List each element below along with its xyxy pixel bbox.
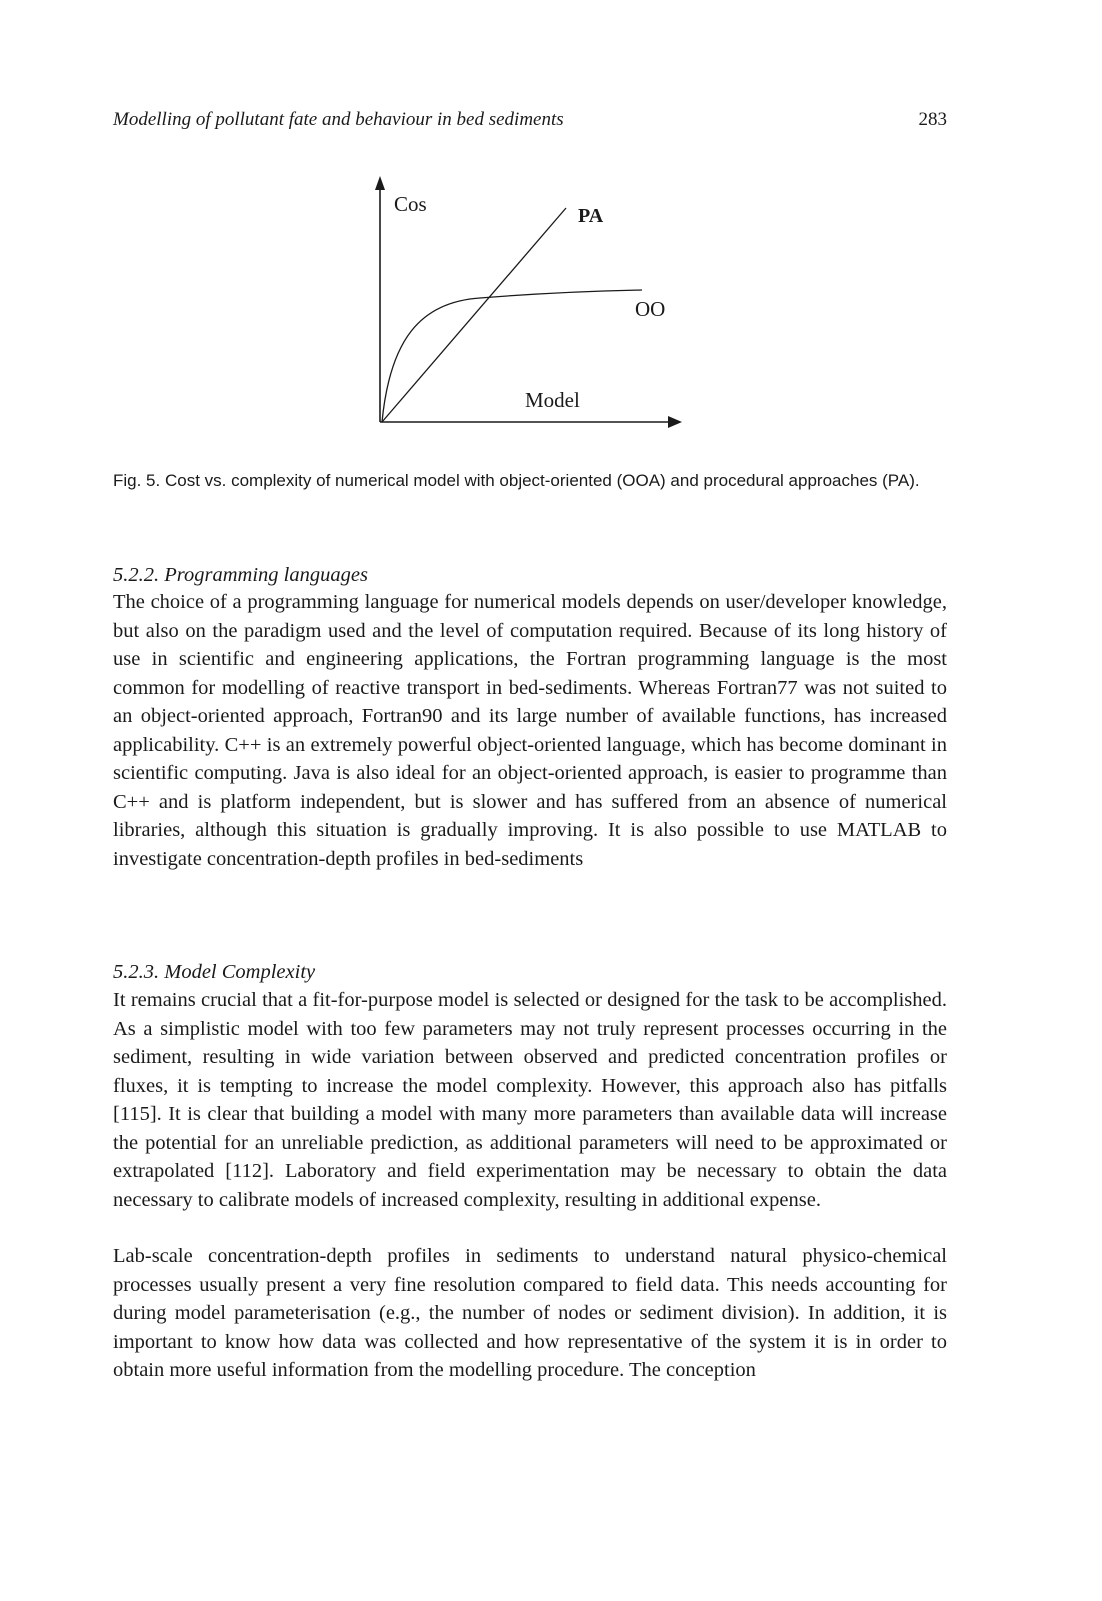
paragraph-model-complexity-2: Lab-scale concentration-depth profiles in sediments to understand natural physico-chemical processes usually present a very fine resolution compared to field data. This needs accounting for during model parameterisation (e.g., the number of nodes or sediment division). In addition, it is important to know how data was collected and how representative of the system it is in order to obtain more useful information from the modelling procedure. The conception: [113, 1245, 947, 1381]
oo-label: OO: [635, 297, 666, 321]
section-heading-model-complexity: 5.2.3. Model Complexity: [113, 961, 316, 983]
paragraph-programming-languages: The choice of a programming language for numerical models depends on user/developer knowledge, but also on the paradigm used and the level of computation required. Because of its long history of use in scientific and engineering applications, the Fortran programming language is the most common for modelling of reactive transport in bed-sediments. Whereas Fortran77 was not suited to an object-oriented approach, Fortran90 and its large number of available functions, has increased applicability. C++ is an extremely powerful object-oriented language, which has become dominant in scientific computing. Java is also ideal for an object-oriented approach, is easier to programme than C++ and is platform independent, but is slower and has suffered from an absence of numerical libraries, although this situation is gradually improving. It is also possible to use MATLAB to investigate concentration-depth profiles in bed-sediments: [113, 591, 947, 870]
x-axis-arrow-icon: [668, 416, 682, 428]
y-axis-arrow-icon: [375, 176, 385, 190]
paragraph-model-complexity-1: It remains crucial that a fit-for-purpose model is selected or designed for the task to be accomplished. As a simplistic model with too few parameters may not truly represent processes occurring in the sediment, resulting in wide variation between observed and predicted concentration profiles or fluxes, it is tempting to increase the model complexity. However, this approach also has pitfalls [115]. It is clear that building a model with many more parameters than available data will increase the potential for an unreliable prediction, as additional parameters will need to be approximated or extrapolated [112]. Laboratory and field experimentation may be necessary to obtain the data necessary to calibrate models of increased complexity, resulting in additional expense.: [113, 989, 947, 1211]
figure-caption: Fig. 5. Cost vs. complexity of numerical model with object-oriented (OOA) and procedural approaches (PA).: [113, 471, 920, 490]
page-number: 283: [918, 109, 947, 130]
x-axis-label: Model: [525, 388, 580, 412]
y-axis-label: Cos: [394, 192, 427, 216]
oo-curve: [382, 290, 642, 422]
running-title: Modelling of pollutant fate and behaviour in bed sediments: [113, 109, 564, 130]
figure-cost-vs-complexity: [360, 170, 720, 440]
pa-label: PA: [578, 205, 604, 227]
section-heading-programming-languages: 5.2.2. Programming languages: [113, 564, 368, 586]
